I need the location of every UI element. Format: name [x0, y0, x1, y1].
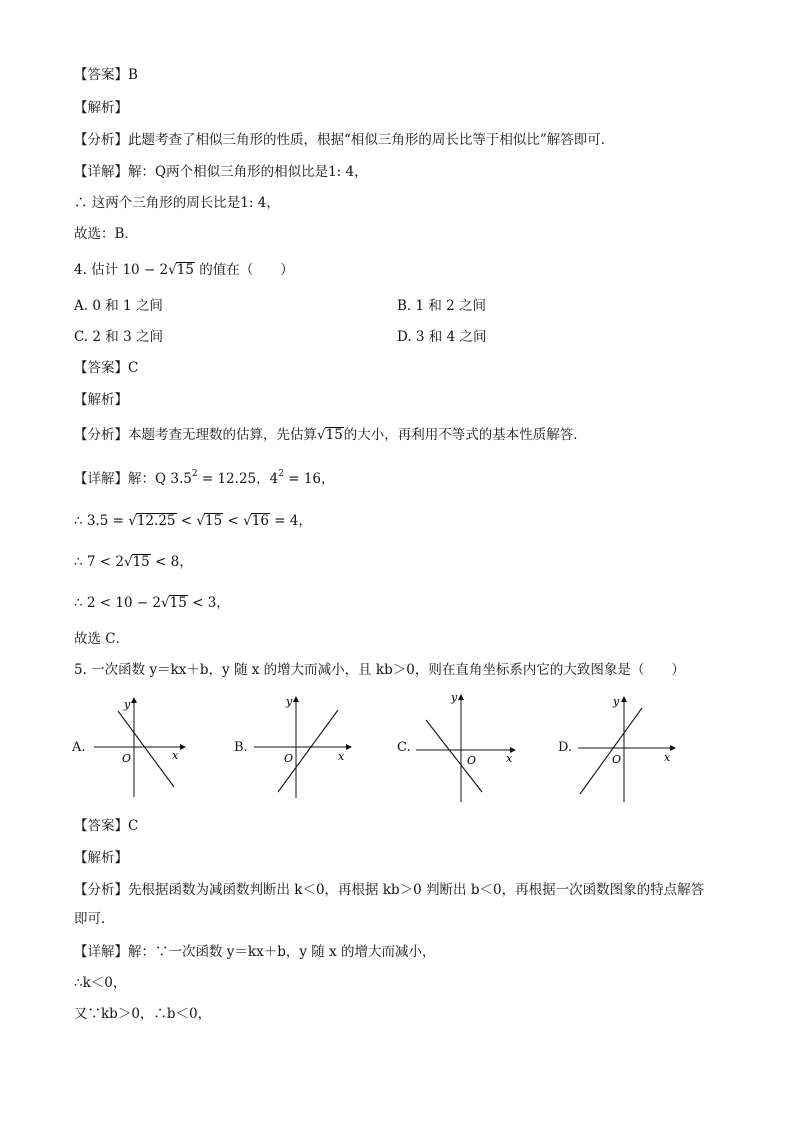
q3-select-line: 故选：B．: [74, 226, 138, 242]
q4-step2: ∴ 7 < 2√15 < 8，: [74, 554, 193, 570]
sqrt-symbol: √: [168, 262, 177, 278]
graph-d: [576, 692, 681, 804]
q3-xiangjie-line: 【详解】解：Q两个相似三角形的相似比是1: 4，: [74, 164, 368, 180]
q5-fenxi-line2: 即可．: [74, 911, 115, 927]
graph-a: [90, 695, 190, 800]
therefore-symbol: ∴: [74, 195, 88, 211]
origin-label: O: [612, 753, 622, 766]
q4-option-b[interactable]: B. 1 和 2 之间: [397, 298, 487, 314]
q3-answer-line: [74, 66, 138, 84]
q5-k-line: ∴k＜0，: [74, 975, 127, 991]
answer-value: B: [128, 67, 138, 83]
x-axis-label: x: [664, 751, 671, 764]
y-axis-label: y: [613, 695, 620, 708]
y-axis-label: y: [124, 698, 131, 711]
graph-c-label[interactable]: C.: [397, 740, 411, 755]
q5-fenxi-line1: 【分析】先根据函数为减函数判断出 k＜0，再根据 kb＞0 判断出 b＜0，再根据一次函数图象的特点解答: [74, 882, 705, 898]
q4-fenxi-line: 【分析】本题考查无理数的估算，先估算√15的大小，再利用不等式的基本性质解答．: [74, 427, 587, 443]
origin-label: O: [284, 752, 294, 765]
q4-xiangjie-line: 【详解】解：Q $3.5^2 = 12.25$，$4^2 = 16$，: [74, 469, 335, 487]
x-axis-label: x: [338, 750, 345, 763]
graph-b-label[interactable]: B.: [234, 740, 248, 755]
q4-answer-line: 【答案】C: [74, 360, 139, 376]
x-axis-label: x: [506, 752, 513, 765]
q3-perimeter-line: ∴ 这两个三角形的周长比是1: 4，: [74, 195, 280, 211]
because-symbol: Q: [155, 164, 167, 180]
q4-step1: ∴ 3.5 = √12.25 < √15 < √16 = 4，: [74, 513, 312, 529]
q4-option-d[interactable]: D. 3 和 4 之间: [397, 329, 487, 345]
origin-label: O: [467, 754, 477, 767]
graph-d-label[interactable]: D.: [558, 740, 573, 755]
answer-tag: 【答案】: [74, 67, 128, 83]
q4-select-line: 故选 C．: [74, 631, 130, 647]
y-axis-label: y: [451, 691, 458, 704]
q5-analysis-tag: 【解析】: [74, 850, 128, 866]
q5-answer-line: 【答案】C: [74, 818, 139, 834]
q4-stem: 4. 估计 10 − 2√15 的值在（ ）: [74, 262, 294, 278]
graph-c: [414, 688, 524, 804]
q4-option-a[interactable]: A. 0 和 1 之间: [74, 298, 163, 314]
graph-a-label[interactable]: A.: [72, 740, 86, 755]
q5-stem: 5. 一次函数 y＝kx＋b，y 随 x 的增大而减小，且 kb＞0，则在直角坐标系内它的大致图象是（ ）: [74, 662, 685, 678]
origin-label: O: [122, 752, 132, 765]
graph-b: [252, 692, 357, 800]
q3-analysis-tag: 【解析】: [74, 100, 128, 116]
q5-xiangjie-line: 【详解】解：∵一次函数 y＝kx＋b，y 随 x 的增大而减小，: [74, 944, 436, 960]
q3-fenxi-line: 【分析】此题考查了相似三角形的性质，根据“相似三角形的周长比等于相似比”解答即可．: [74, 132, 615, 148]
y-axis-label: y: [286, 695, 293, 708]
q4-option-c[interactable]: C. 2 和 3 之间: [74, 329, 163, 345]
q4-analysis-tag: 【解析】: [74, 392, 128, 408]
q4-step3: ∴ 2 < 10 − 2√15 < 3，: [74, 595, 230, 611]
q5-b-line: 又∵kb＞0，∴b＜0，: [74, 1006, 212, 1022]
x-axis-label: x: [172, 749, 179, 762]
